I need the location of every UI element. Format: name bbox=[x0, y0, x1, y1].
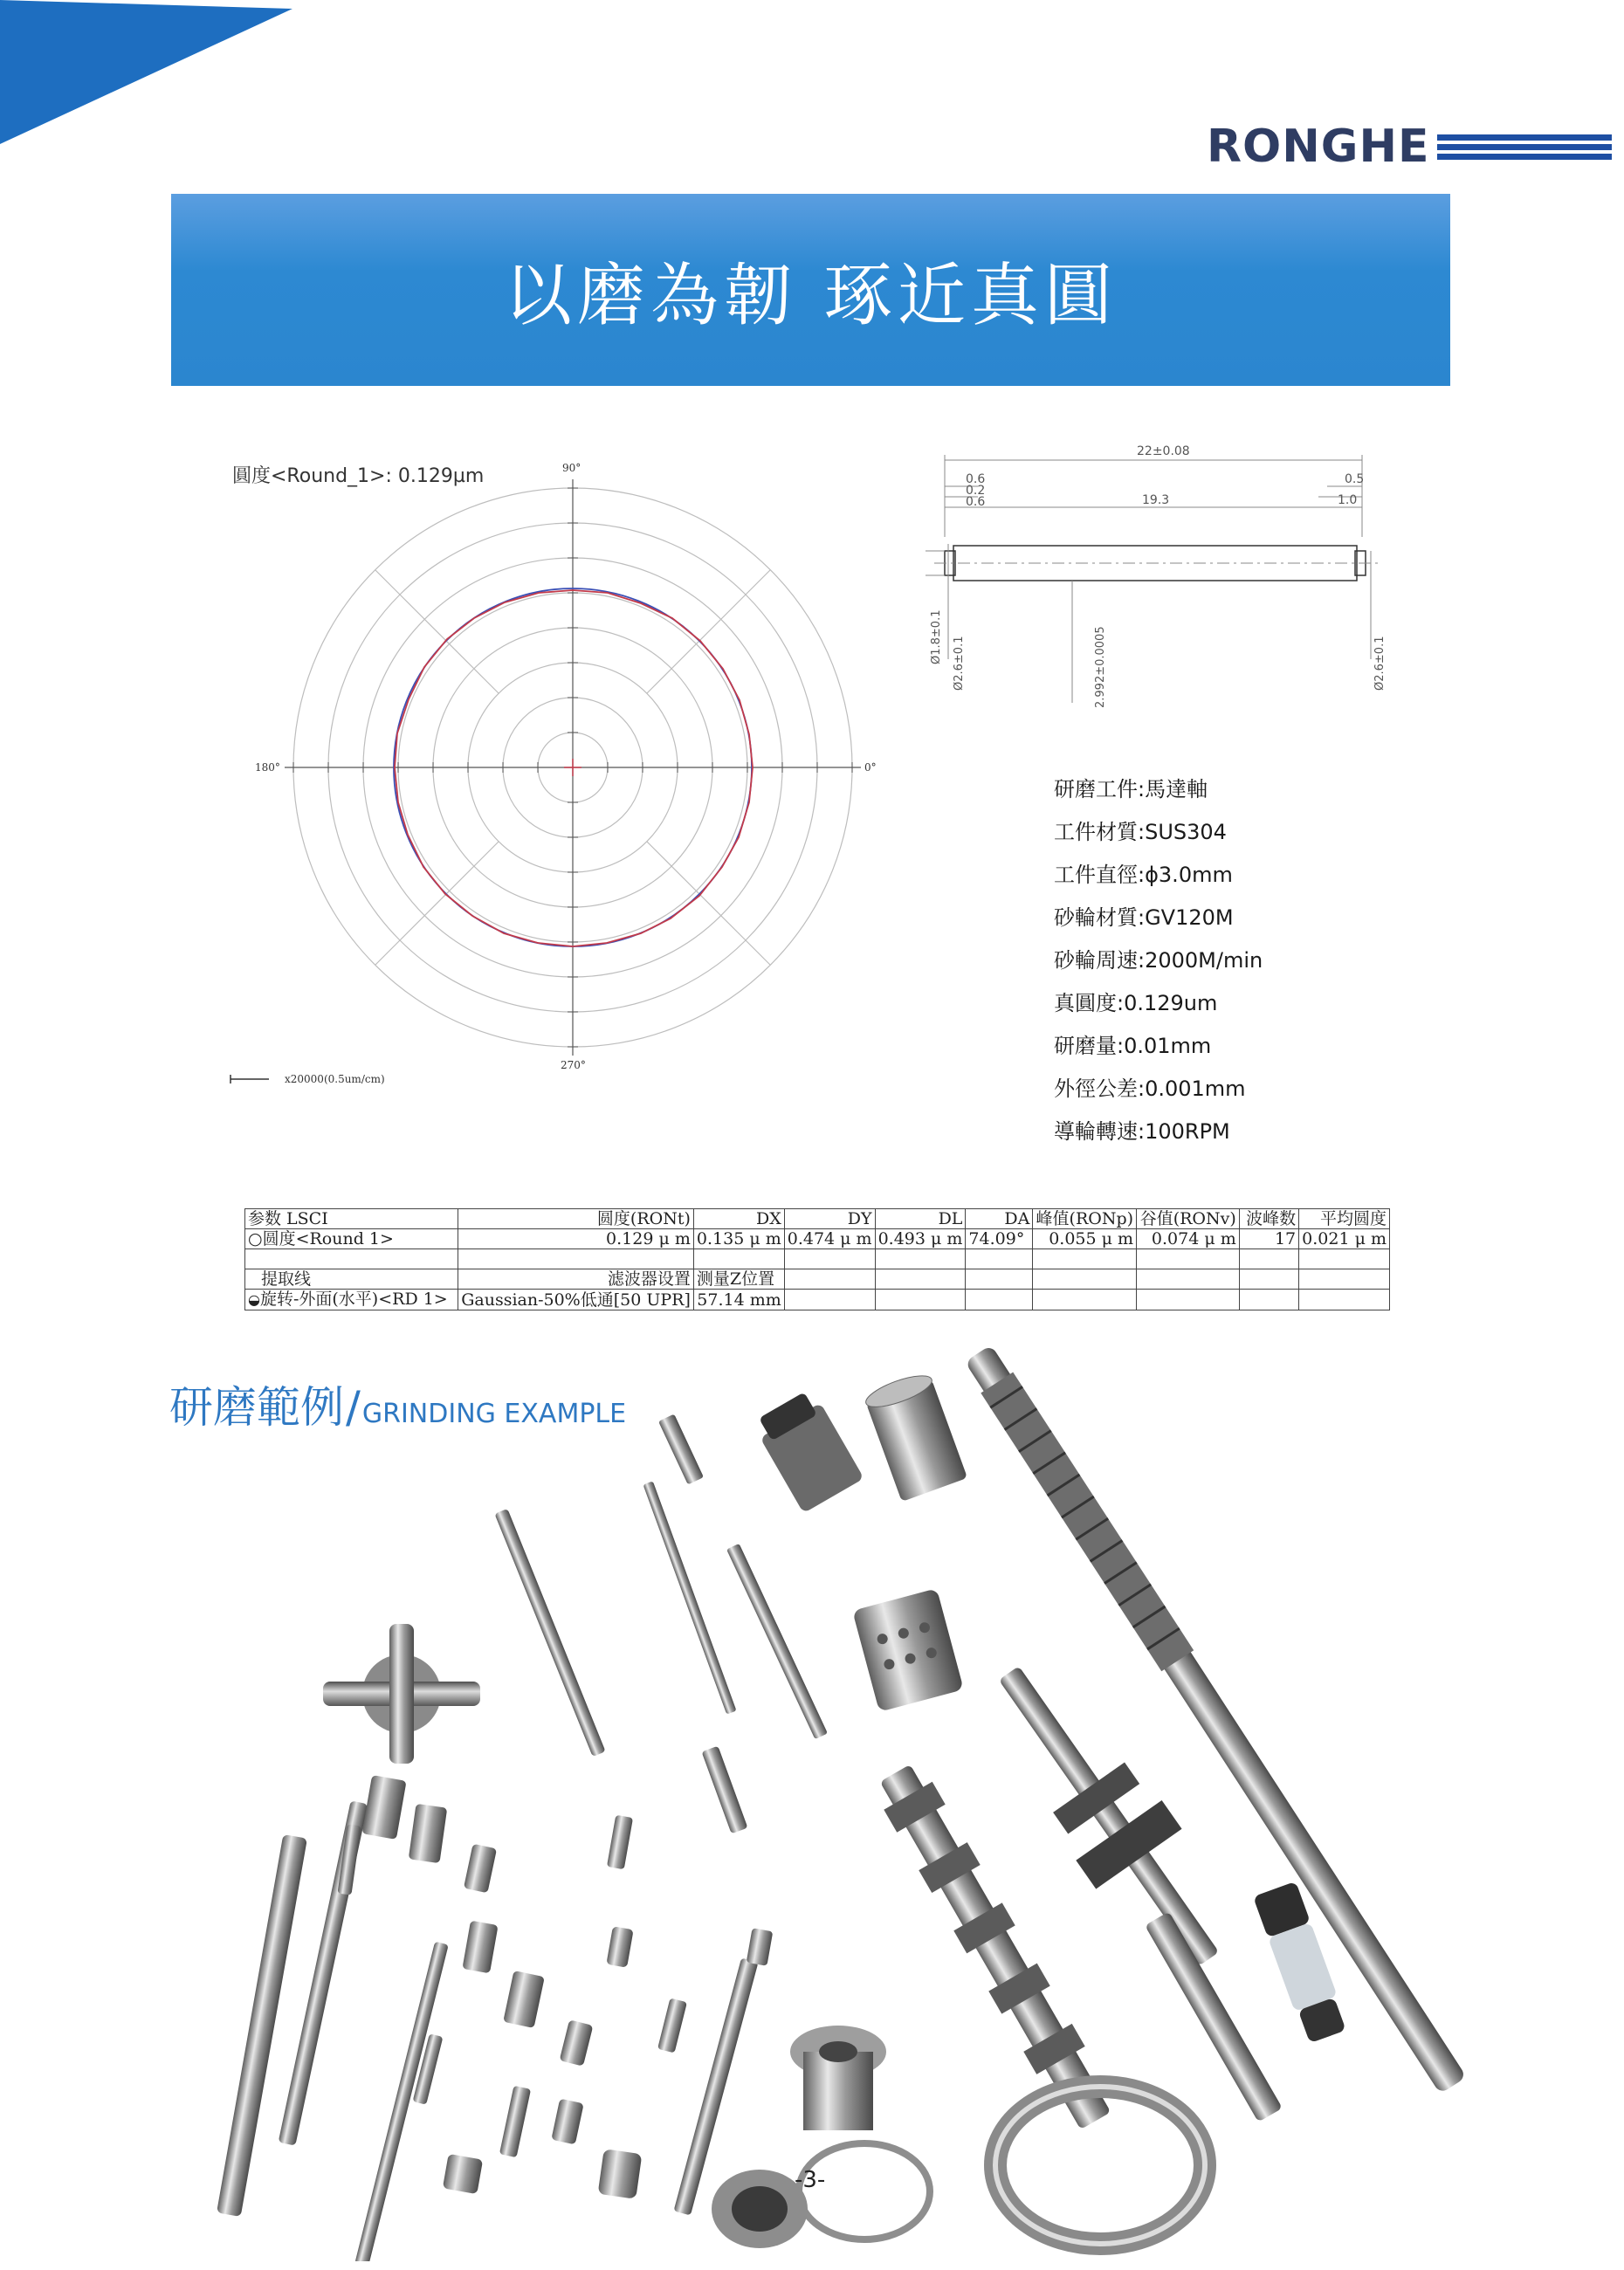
angle-label-left: 180° bbox=[255, 761, 280, 774]
table-row bbox=[245, 1290, 1390, 1310]
table-cell bbox=[245, 1249, 458, 1269]
dim-top-left-1: 0.6 bbox=[966, 472, 986, 486]
table-cell bbox=[1239, 1249, 1298, 1269]
table-cell bbox=[1239, 1269, 1298, 1290]
table-cell bbox=[1299, 1249, 1390, 1269]
dim-right-1: 0.5 bbox=[1345, 472, 1365, 486]
table-cell bbox=[458, 1249, 694, 1269]
table-cell: 谷值(RONv) bbox=[1137, 1209, 1240, 1229]
table-cell: ○圆度<Round 1> bbox=[245, 1229, 458, 1249]
roundness-plot bbox=[210, 454, 943, 1100]
table-cell bbox=[784, 1249, 875, 1269]
spec-item: 外徑公差:0.001mm bbox=[1054, 1077, 1246, 1101]
title-banner bbox=[171, 194, 1450, 386]
dia-mid: 2.992±0.0005 bbox=[1094, 626, 1107, 708]
table-cell: 0.474 μ m bbox=[784, 1229, 875, 1249]
table-cell: 提取线 bbox=[245, 1269, 458, 1290]
table-cell bbox=[784, 1290, 875, 1310]
shaft-drawing bbox=[908, 441, 1397, 712]
table-cell: DL bbox=[875, 1209, 966, 1229]
table-cell: DY bbox=[784, 1209, 875, 1229]
table-cell: 17 bbox=[1239, 1229, 1298, 1249]
table-cell: DX bbox=[693, 1209, 784, 1229]
table-cell: 测量Z位置 bbox=[693, 1269, 784, 1290]
banner-title: 以磨為韌 琢近真圓 bbox=[504, 257, 1118, 335]
table-row bbox=[245, 1229, 1390, 1249]
table-cell: 57.14 mm bbox=[693, 1290, 784, 1310]
table-cell: 滤波器设置 bbox=[458, 1269, 694, 1290]
table-cell: 参数 LSCI bbox=[245, 1209, 458, 1229]
table-cell: 0.135 μ m bbox=[693, 1229, 784, 1249]
table-cell bbox=[784, 1269, 875, 1290]
table-cell bbox=[875, 1269, 966, 1290]
scale-label: x20000(0.5um/cm) bbox=[285, 1073, 385, 1085]
dim-top-left-2: 0.2 bbox=[966, 484, 986, 498]
brand-logo bbox=[1207, 120, 1612, 173]
table-cell: 0.055 μ m bbox=[1033, 1229, 1137, 1249]
section-title-en: GRINDING EXAMPLE bbox=[361, 1399, 627, 1429]
table-cell bbox=[1033, 1290, 1137, 1310]
section-slash: / bbox=[346, 1382, 361, 1433]
table-cell bbox=[1137, 1249, 1240, 1269]
angle-label-right: 0° bbox=[864, 761, 877, 774]
logo-text: RONGHE bbox=[1207, 120, 1430, 173]
dia-right: Ø2.6±0.1 bbox=[1373, 636, 1387, 691]
table-cell: 峰值(RONp) bbox=[1033, 1209, 1137, 1229]
table-cell bbox=[1033, 1249, 1137, 1269]
table-cell: Gaussian-50%低通[50 UPR] bbox=[458, 1290, 694, 1310]
spec-item: 研磨量:0.01mm bbox=[1054, 1034, 1212, 1058]
dia-left-1: Ø1.8±0.1 bbox=[930, 609, 943, 664]
table-cell bbox=[966, 1269, 1033, 1290]
table-cell: 74.09° bbox=[966, 1229, 1033, 1249]
spec-item: 工件直徑:ϕ3.0mm bbox=[1054, 863, 1233, 887]
spec-item: 研磨工件:馬達軸 bbox=[1054, 777, 1208, 801]
spec-list bbox=[1054, 768, 1429, 1153]
logo-bars bbox=[1437, 131, 1612, 163]
spec-item: 砂輪周速:2000M/min bbox=[1054, 948, 1263, 973]
spec-item: 砂輪材質:GV120M bbox=[1054, 905, 1234, 930]
table-cell: 0.129 μ m bbox=[458, 1229, 694, 1249]
table-row bbox=[245, 1269, 1390, 1290]
spec-item: 真圓度:0.129um bbox=[1054, 991, 1218, 1015]
grinding-examples-photo bbox=[166, 1336, 1563, 2261]
rotation-icon: ◒ bbox=[248, 1291, 260, 1308]
table-cell bbox=[1137, 1290, 1240, 1310]
table-cell: 平均圆度 bbox=[1299, 1209, 1390, 1229]
corner-decoration bbox=[0, 0, 297, 148]
angle-label-top: 90° bbox=[562, 462, 581, 474]
table-cell: 0.074 μ m bbox=[1137, 1229, 1240, 1249]
table-cell bbox=[1239, 1290, 1298, 1310]
table-cell bbox=[1033, 1269, 1137, 1290]
table-cell bbox=[875, 1290, 966, 1310]
table-cell bbox=[966, 1290, 1033, 1310]
dim-mid: 19.3 bbox=[1142, 493, 1170, 507]
table-cell bbox=[875, 1249, 966, 1269]
table-cell bbox=[693, 1249, 784, 1269]
spec-item: 導輪轉速:100RPM bbox=[1054, 1119, 1230, 1144]
section-title-cn: 研磨範例 bbox=[169, 1382, 344, 1433]
table-cell bbox=[245, 1290, 458, 1310]
table-cell-text: 旋转-外面(水平)<RD 1> bbox=[259, 1290, 448, 1309]
angle-label-bottom: 270° bbox=[561, 1059, 586, 1071]
table-cell bbox=[966, 1249, 1033, 1269]
dim-overall-length: 22±0.08 bbox=[1137, 444, 1190, 458]
page-number: -3- bbox=[795, 2167, 826, 2193]
table-row bbox=[245, 1209, 1390, 1229]
measurement-table bbox=[244, 1208, 1390, 1310]
table-cell bbox=[1299, 1269, 1390, 1290]
table-cell: DA bbox=[966, 1209, 1033, 1229]
roundness-title: 圓度<Round_1>: 0.129µm bbox=[232, 465, 485, 487]
spec-item: 工件材質:SUS304 bbox=[1054, 820, 1227, 844]
table-cell: 圆度(RONt) bbox=[458, 1209, 694, 1229]
table-cell: 0.021 μ m bbox=[1299, 1229, 1390, 1249]
table-cell: 波峰数 bbox=[1239, 1209, 1298, 1229]
table-cell bbox=[1137, 1269, 1240, 1290]
table-row bbox=[245, 1249, 1390, 1269]
table-cell: 0.493 μ m bbox=[875, 1229, 966, 1249]
dim-top-left-3: 0.6 bbox=[966, 495, 986, 509]
table-cell bbox=[1299, 1290, 1390, 1310]
dim-right-2: 1.0 bbox=[1338, 493, 1358, 507]
dia-left-2: Ø2.6±0.1 bbox=[953, 636, 966, 691]
